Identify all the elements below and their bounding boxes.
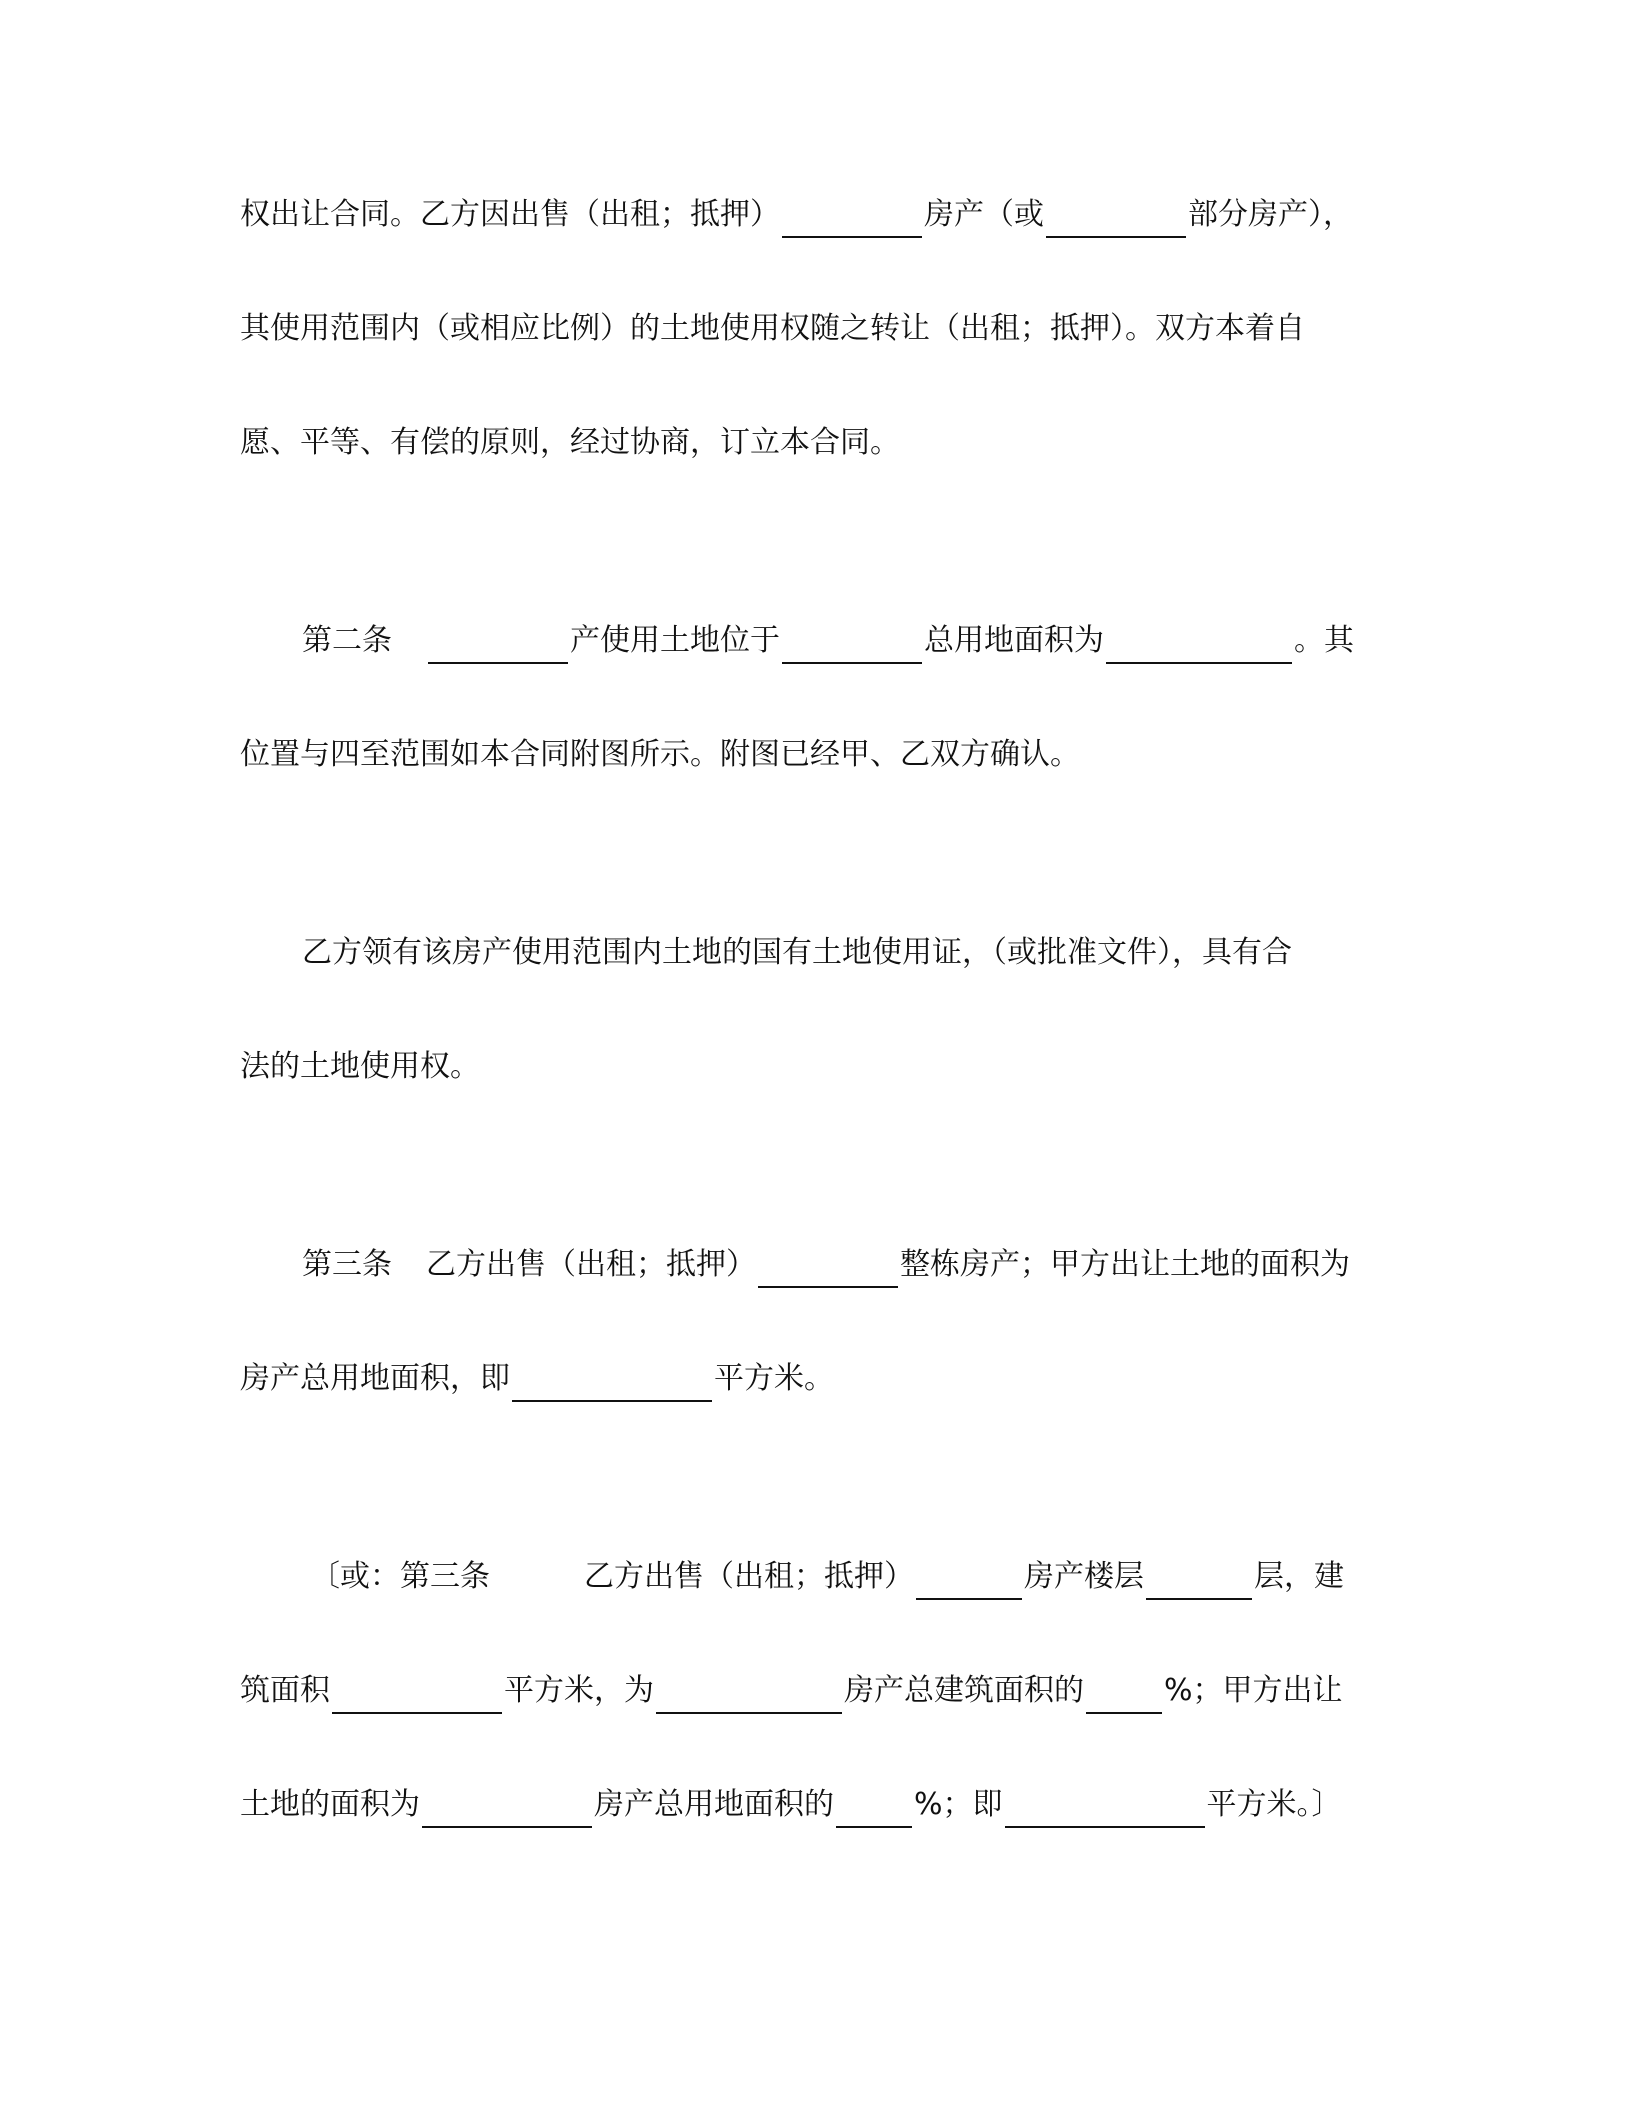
paragraph-1-line-1 [240,192,1380,238]
text-segment: 房产楼层 [1024,1559,1144,1594]
fill-blank [332,1674,502,1714]
fill-blank [758,1248,898,1288]
paragraph-1-line-2 [240,306,1380,352]
article-label: 第三条 [302,1247,392,1282]
text-segment: 平方米，为 [504,1673,654,1708]
text-segment: 。其 [1294,623,1354,658]
fill-blank [1146,1560,1252,1600]
text-segment: 位置与四至范围如本合同附图所示。附图已经甲、乙双方确认。 [240,737,1080,772]
article-2-line-1 [302,618,1380,664]
paragraph-3-line-1 [302,930,1380,976]
text-segment: 筑面积 [240,1673,330,1708]
fill-blank [512,1362,712,1402]
text-segment: 房产总建筑面积的 [844,1673,1084,1708]
text-segment: 乙方领有该房产使用范围内土地的国有土地使用证，（或批准文件），具有合 [302,935,1292,970]
text-segment: 乙方出售（出租；抵押） [584,1559,914,1594]
text-segment: 房产总用地面积，即 [240,1361,510,1396]
paragraph-3-line-2 [240,1044,1380,1090]
text-segment: %；即 [914,1787,1003,1822]
fill-blank [782,198,922,238]
text-segment: 〔或：第三条 [310,1559,490,1594]
text-segment: 平方米。 [714,1361,834,1396]
fill-blank [916,1560,1022,1600]
text-segment: 房产（或 [924,197,1044,232]
text-segment: 平方米。〕 [1206,1787,1342,1822]
text-segment: 层，建 [1254,1559,1344,1594]
text-segment: 法的土地使用权。 [240,1049,480,1084]
fill-blank [1046,198,1186,238]
article-3-alt-line-1 [310,1554,1380,1600]
text-segment: 乙方出售（出租；抵押） [426,1247,756,1282]
text-segment: 愿、平等、有偿的原则，经过协商，订立本合同。 [240,425,900,460]
article-3-line-2 [240,1356,1380,1402]
text-segment: 房产总用地面积的 [594,1787,834,1822]
fill-blank [422,1788,592,1828]
fill-blank [428,624,568,664]
paragraph-1-line-3 [240,420,1380,466]
article-label: 第二条 [302,623,392,658]
text-segment: 权出让合同。乙方因出售（出租；抵押） [240,197,780,232]
fill-blank [1005,1788,1205,1828]
fill-blank [1086,1674,1162,1714]
article-3-alt-line-3 [240,1782,1380,1828]
fill-blank [836,1788,912,1828]
text-segment: %；甲方出让 [1164,1673,1343,1708]
article-3-alt-line-2 [240,1668,1380,1714]
text-segment: 整栋房产；甲方出让土地的面积为 [900,1247,1350,1282]
text-segment: 土地的面积为 [240,1787,420,1822]
fill-blank [656,1674,842,1714]
fill-blank [1106,624,1292,664]
text-segment: 总用地面积为 [924,623,1104,658]
text-segment: 其使用范围内（或相应比例）的土地使用权随之转让（出租；抵押）。双方本着自 [240,311,1305,346]
text-segment: 产使用土地位于 [570,623,780,658]
fill-blank [782,624,922,664]
article-2-line-2 [240,732,1380,778]
article-3-line-1 [302,1242,1380,1288]
text-segment: 部分房产）， [1188,197,1353,232]
